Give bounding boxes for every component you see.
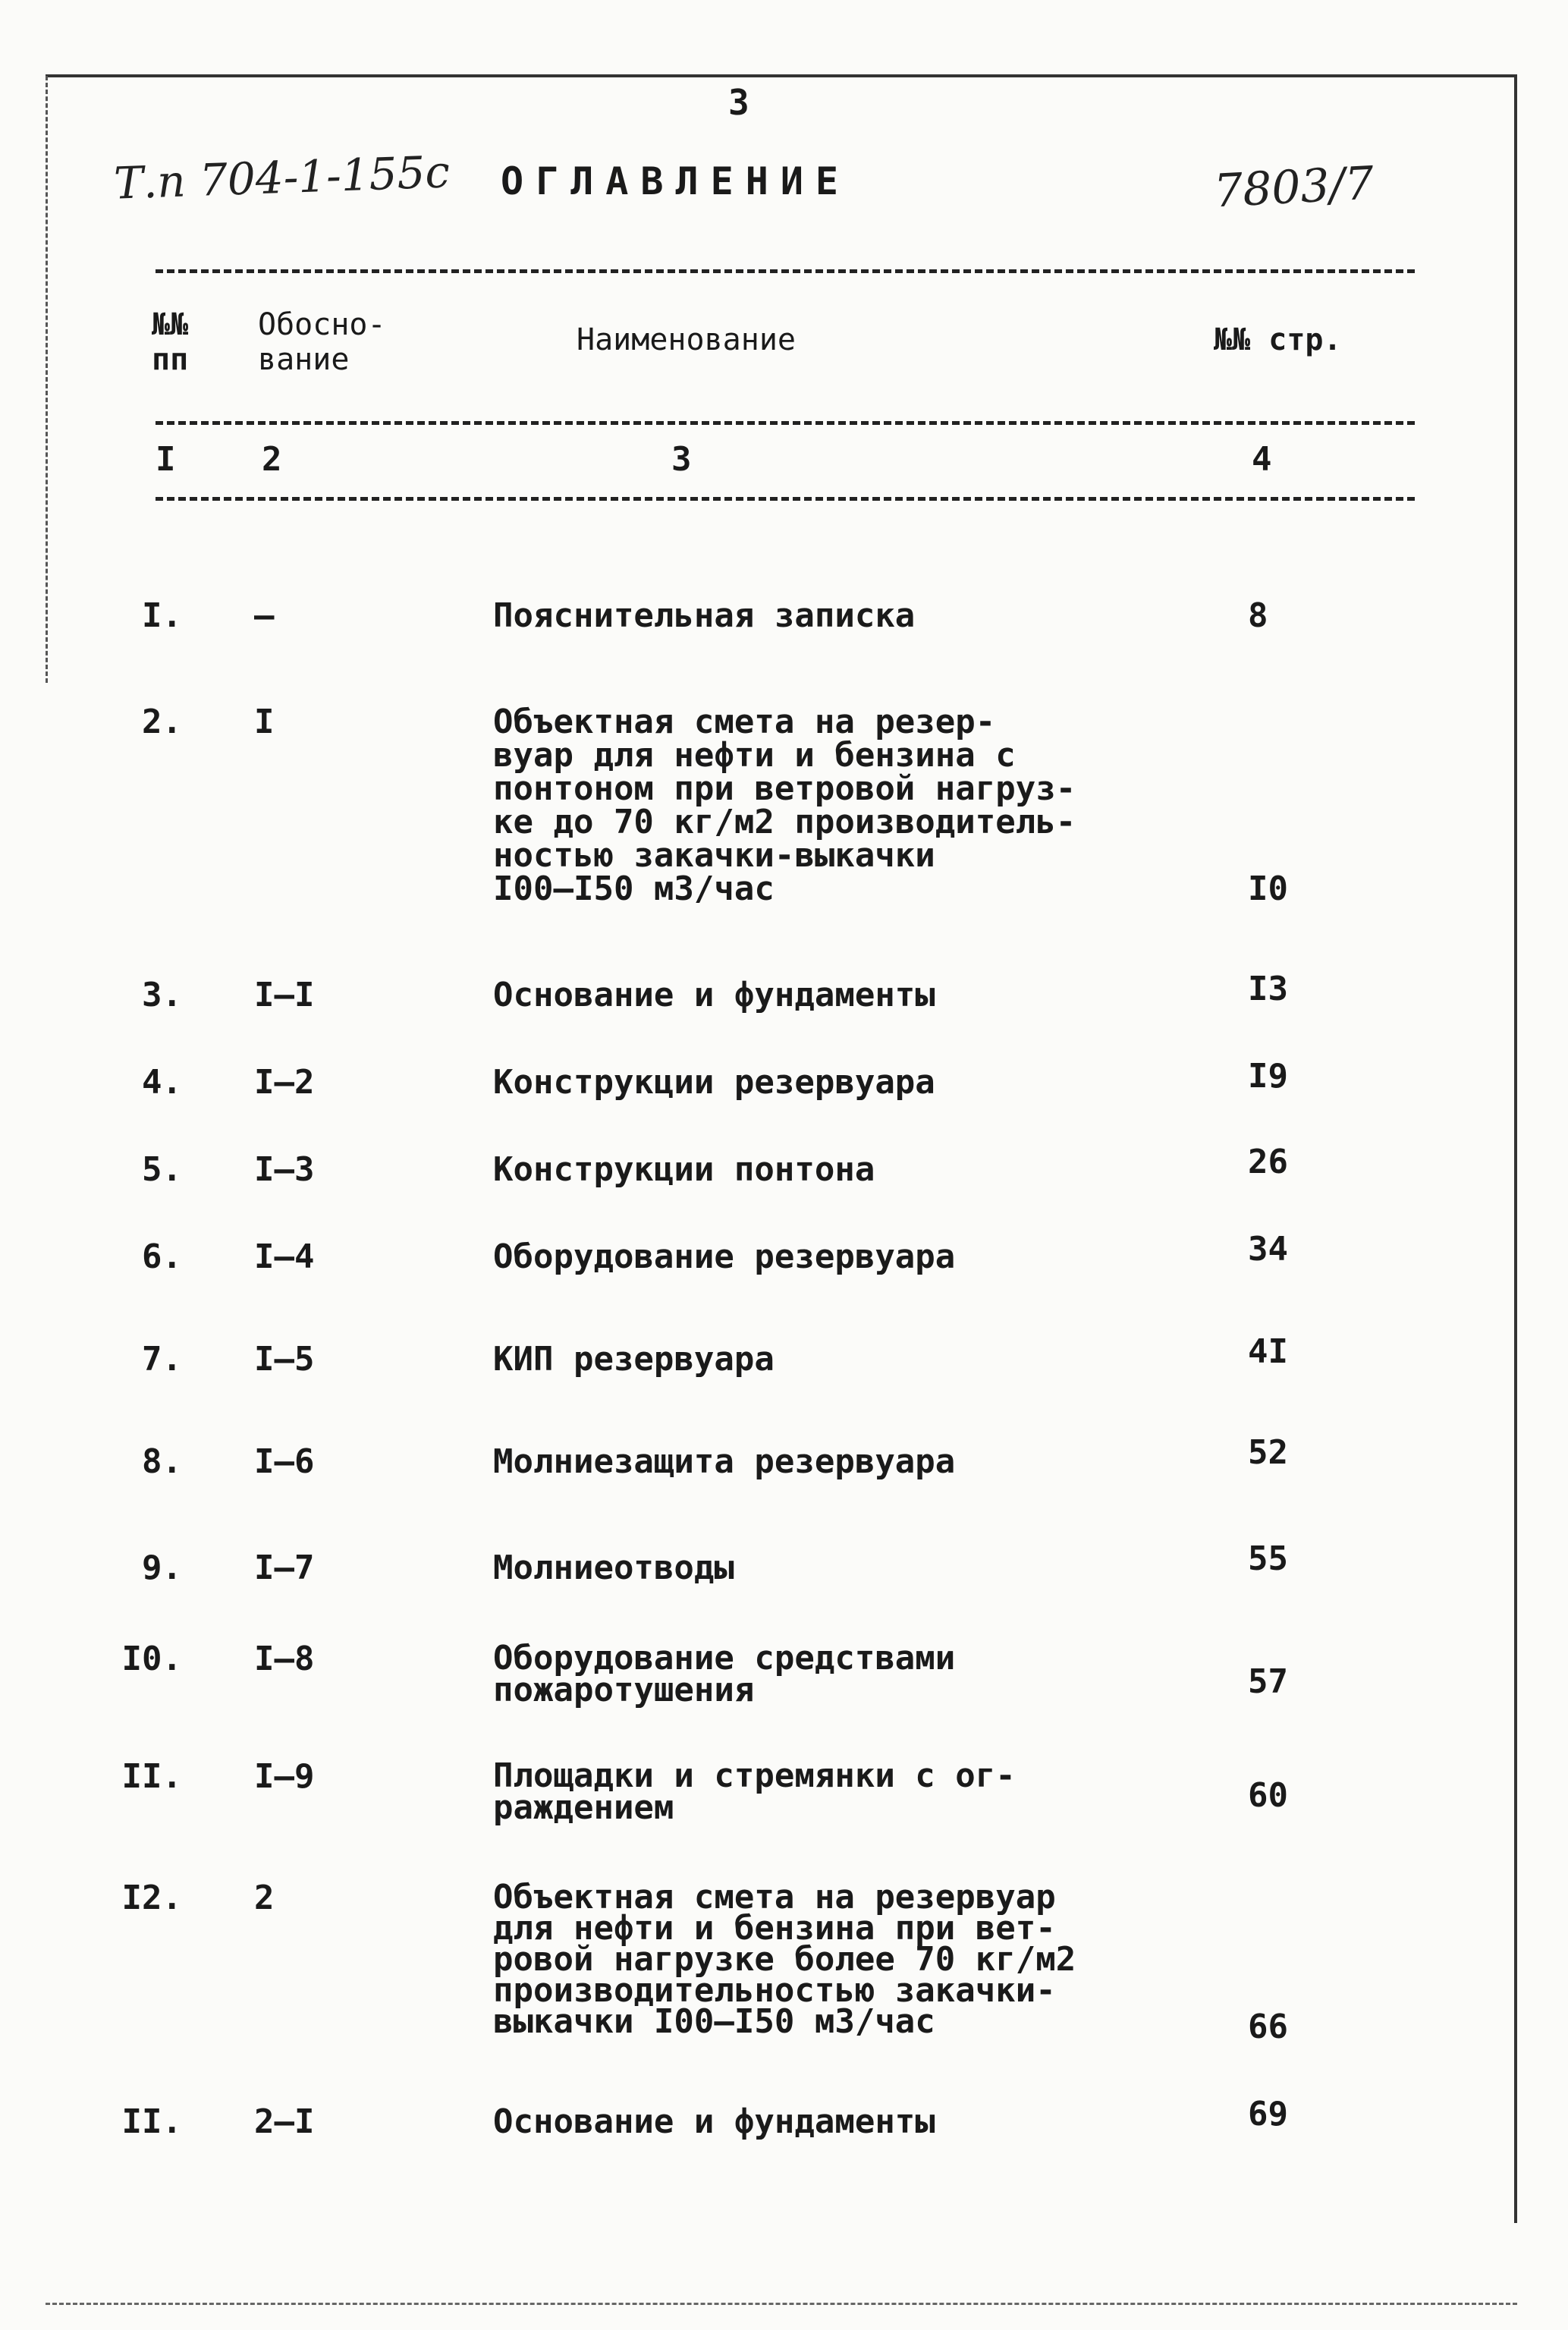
row-page: 60 xyxy=(1248,1776,1288,1815)
row-name: Конструкции резервуара xyxy=(493,1063,935,1102)
row-name: Конструкции понтона xyxy=(493,1150,875,1189)
row-number: 6. xyxy=(142,1237,182,1276)
row-page: 4I xyxy=(1248,1332,1288,1371)
row-basis: I–8 xyxy=(254,1640,315,1678)
row-number: I0. xyxy=(121,1640,182,1678)
table-rule-numbers xyxy=(156,497,1415,501)
row-name: КИП резервуара xyxy=(493,1340,775,1379)
row-page: I0 xyxy=(1248,869,1288,908)
row-basis: I–9 xyxy=(254,1757,315,1796)
row-number: 4. xyxy=(142,1063,182,1102)
row-name: Объектная смета на резер- вуар для нефти и бензина с понтоном при ветровой нагруз- ке до 70 кг/м2 производитель- ностью закачки-выкачки I00–I50 м3/час xyxy=(493,703,1076,908)
row-name: Оборудование резервуара xyxy=(493,1237,956,1276)
row-basis: I–4 xyxy=(254,1237,315,1276)
row-number: 7. xyxy=(142,1340,182,1379)
row-basis: I–I xyxy=(254,976,315,1014)
column-number-4: 4 xyxy=(1252,440,1272,479)
row-number: 3. xyxy=(142,976,182,1014)
document-title: ОГЛАВЛЕНИЕ xyxy=(501,159,851,203)
row-basis: I–2 xyxy=(254,1063,315,1102)
handwritten-archive-number: 7803/7 xyxy=(1212,156,1375,219)
row-page: I3 xyxy=(1248,970,1288,1008)
column-number-3: 3 xyxy=(671,440,692,479)
row-basis: I–6 xyxy=(254,1442,315,1481)
row-name: Оборудование средствами пожаротушения xyxy=(493,1639,956,1709)
header-page: №№ стр. xyxy=(1214,322,1342,357)
row-number: II. xyxy=(121,1757,182,1796)
row-basis: I–3 xyxy=(254,1150,315,1189)
row-basis: I xyxy=(254,703,275,741)
row-name: Молниезащита резервуара xyxy=(493,1442,956,1481)
column-number-2: 2 xyxy=(262,440,282,479)
row-basis: I–5 xyxy=(254,1340,315,1379)
row-page: 66 xyxy=(1248,2008,1288,2046)
page-frame-top xyxy=(46,74,1517,77)
header-no: №№ пп xyxy=(152,307,189,377)
table-rule-top xyxy=(156,269,1415,273)
row-name: Основание и фундаменты xyxy=(493,976,935,1014)
row-basis: I–7 xyxy=(254,1549,315,1587)
page-frame-bottom xyxy=(46,2303,1517,2305)
row-basis: 2–I xyxy=(254,2102,315,2141)
row-page: 34 xyxy=(1248,1230,1288,1269)
row-page: 8 xyxy=(1248,596,1268,635)
header-name: Наименование xyxy=(577,322,796,357)
handwritten-project-code: Т.п 704-1-155с xyxy=(112,146,451,209)
row-number: 2. xyxy=(142,703,182,741)
row-page: 69 xyxy=(1248,2095,1288,2133)
row-basis: – xyxy=(254,596,275,635)
header-basis: Обосно- вание xyxy=(258,307,386,377)
row-page: 52 xyxy=(1248,1433,1288,1472)
row-name: Площадки и стремянки с ог- раждением xyxy=(493,1756,1016,1827)
page-number: 3 xyxy=(728,82,749,123)
row-basis: 2 xyxy=(254,1879,275,1917)
row-number: 5. xyxy=(142,1150,182,1189)
page-frame-left xyxy=(46,76,48,683)
row-number: II. xyxy=(121,2102,182,2141)
row-name: Объектная смета на резервуар для нефти и бензина при вет- ровой нагрузке более 70 кг/м2 производительностью закачки- выкачки I00–I50 м3/час xyxy=(493,1878,1076,2041)
row-number: I2. xyxy=(121,1879,182,1917)
row-name: Пояснительная записка xyxy=(493,596,916,635)
row-page: 57 xyxy=(1248,1662,1288,1701)
row-page: 55 xyxy=(1248,1539,1288,1578)
row-page: 26 xyxy=(1248,1143,1288,1181)
row-number: 9. xyxy=(142,1549,182,1587)
row-name: Молниеотводы xyxy=(493,1549,734,1587)
row-page: I9 xyxy=(1248,1057,1288,1096)
column-number-1: I xyxy=(156,440,176,479)
row-number: I. xyxy=(142,596,182,635)
page-frame-right xyxy=(1514,76,1517,2223)
row-number: 8. xyxy=(142,1442,182,1481)
row-name: Основание и фундаменты xyxy=(493,2102,935,2141)
table-rule-header xyxy=(156,421,1415,425)
